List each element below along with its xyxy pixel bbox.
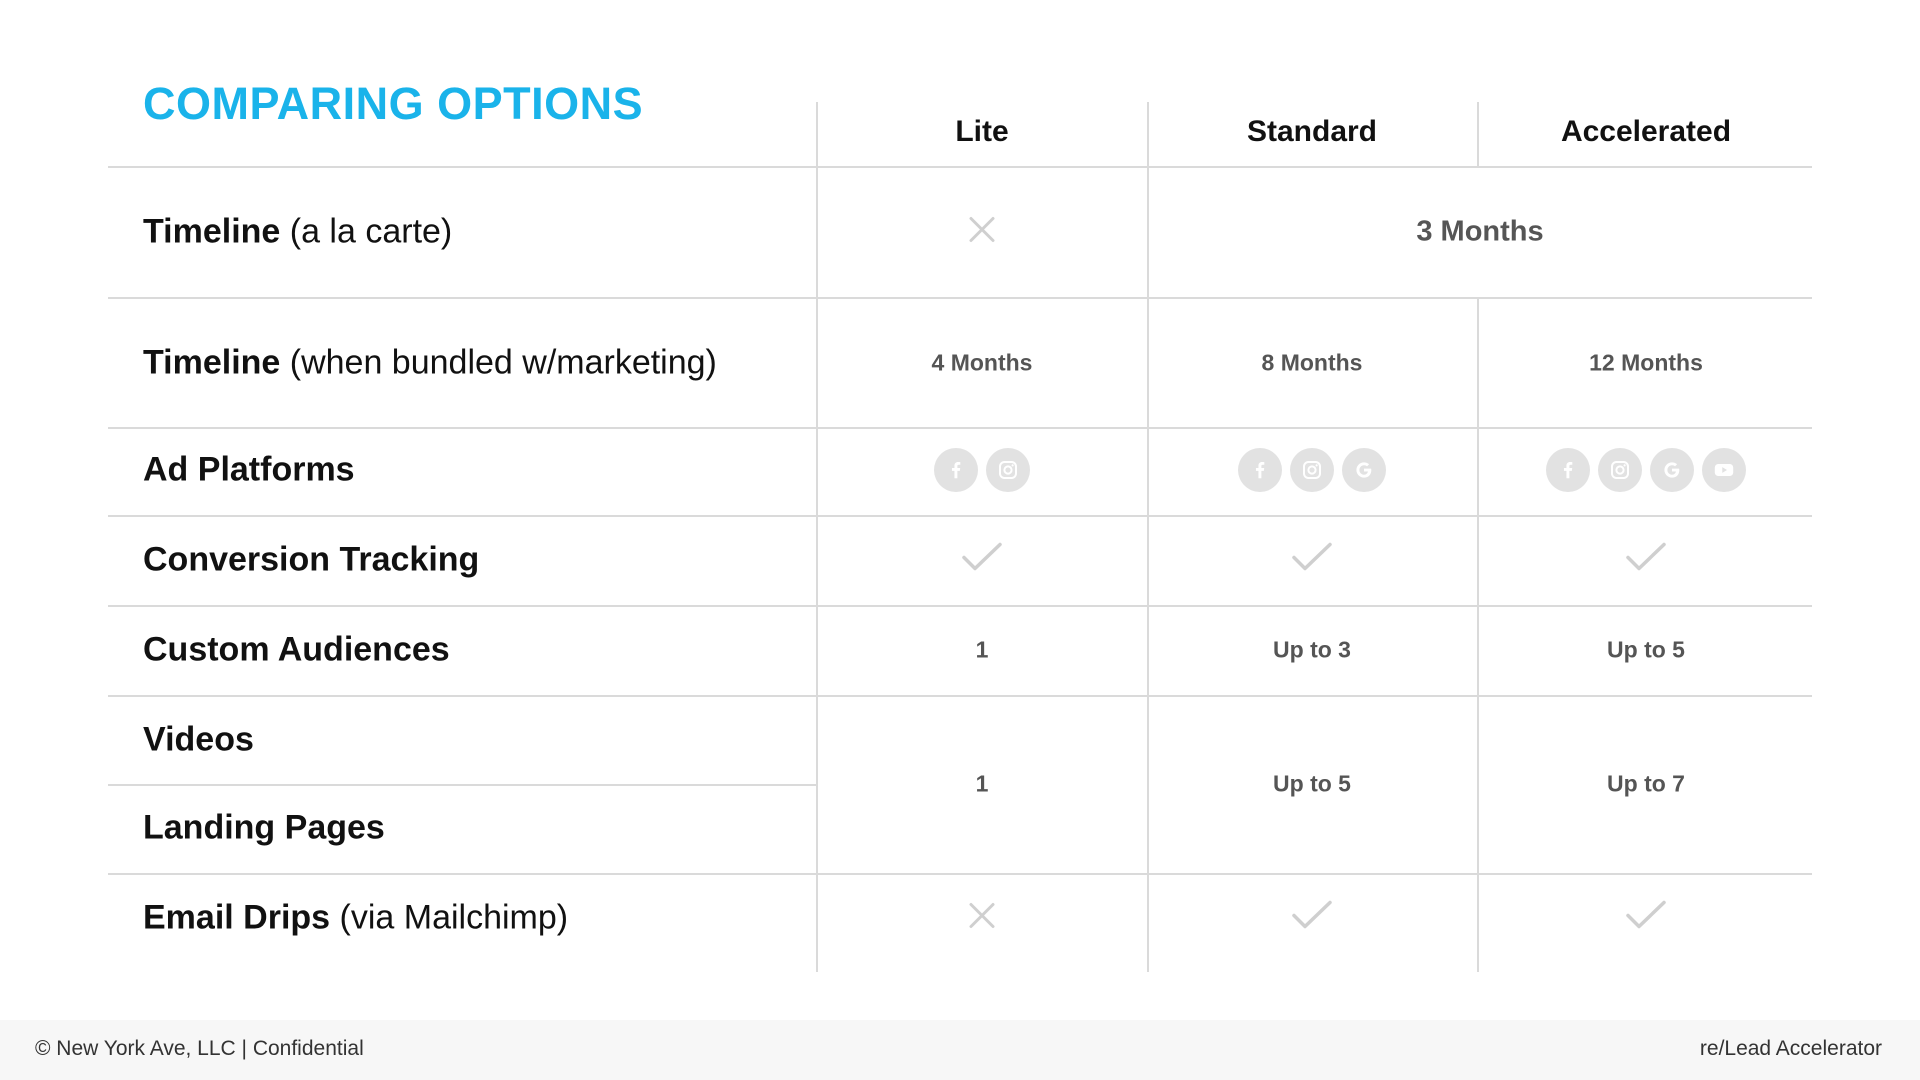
column-header-lite: Lite xyxy=(955,115,1009,148)
row-label-bold: Custom Audiences xyxy=(143,630,450,669)
cell-videos-landing-lite: 1 xyxy=(975,770,989,797)
row-label-bold: Email Drips xyxy=(143,898,331,937)
row-label-landing-pages xyxy=(143,809,385,848)
row-divider xyxy=(108,297,1812,299)
row-label-bold: Landing Pages xyxy=(143,808,385,847)
header-divider xyxy=(108,166,1812,168)
row-divider xyxy=(108,605,1812,607)
cell-custom-audiences-lite: 1 xyxy=(975,636,989,663)
column-header-standard: Standard xyxy=(1246,115,1378,148)
check-mark-icon xyxy=(1625,542,1667,579)
instagram-icon xyxy=(1598,448,1642,492)
row-label-ad-platforms xyxy=(143,451,355,490)
facebook-icon xyxy=(1238,448,1282,492)
cell-timeline-bundled-lite: 4 Months xyxy=(931,349,1033,376)
ad-platforms-standard xyxy=(1238,448,1386,492)
check-mark-icon xyxy=(1625,900,1667,937)
ad-platforms-lite xyxy=(934,448,1030,492)
row-label-custom-audiences xyxy=(143,631,450,670)
check-mark-icon xyxy=(1291,900,1333,937)
row-label-note: (via Mailchimp) xyxy=(330,898,569,937)
row-divider-labels xyxy=(108,784,818,786)
column-divider xyxy=(1477,102,1479,166)
row-label-timeline-alacarte xyxy=(143,213,452,252)
row-label-note: (when bundled w/marketing) xyxy=(280,343,717,382)
facebook-icon xyxy=(934,448,978,492)
cell-custom-audiences-standard: Up to 3 xyxy=(1273,636,1351,663)
footer-product-name: re/Lead Accelerator xyxy=(1699,1037,1882,1060)
row-label-videos xyxy=(143,721,254,760)
row-label-bold: Conversion Tracking xyxy=(143,540,480,579)
column-divider xyxy=(1147,102,1149,972)
cell-custom-audiences-accelerated: Up to 5 xyxy=(1607,636,1685,663)
facebook-icon xyxy=(1546,448,1590,492)
check-mark-icon xyxy=(1291,542,1333,579)
page-title: COMPARING OPTIONS xyxy=(143,78,644,129)
cell-timeline-bundled-standard: 8 Months xyxy=(1261,349,1363,376)
x-mark-icon xyxy=(967,215,997,250)
cell-videos-landing-standard: Up to 5 xyxy=(1273,770,1351,797)
row-label-bold: Ad Platforms xyxy=(143,450,355,489)
row-label-note: (a la carte) xyxy=(280,212,453,251)
row-divider xyxy=(108,695,1812,697)
instagram-icon xyxy=(986,448,1030,492)
cell-timeline-bundled-accelerated: 12 Months xyxy=(1589,349,1703,376)
instagram-icon xyxy=(1290,448,1334,492)
cell-timeline-standard-accelerated: 3 Months xyxy=(1416,215,1544,248)
row-label-bold: Timeline xyxy=(143,212,281,251)
column-header-accelerated: Accelerated xyxy=(1560,115,1732,148)
column-divider xyxy=(816,102,818,972)
row-label-bold: Timeline xyxy=(143,343,281,382)
row-label-timeline-bundled xyxy=(143,344,717,383)
row-divider xyxy=(108,427,1812,429)
ad-platforms-accelerated xyxy=(1546,448,1746,492)
row-divider xyxy=(108,873,1812,875)
youtube-icon xyxy=(1702,448,1746,492)
google-icon xyxy=(1650,448,1694,492)
column-divider xyxy=(1477,297,1479,972)
check-mark-icon xyxy=(961,542,1003,579)
row-label-conversion-tracking xyxy=(143,541,479,580)
google-icon xyxy=(1342,448,1386,492)
row-label-email-drips xyxy=(143,899,568,938)
row-divider xyxy=(108,515,1812,517)
cell-videos-landing-accelerated: Up to 7 xyxy=(1607,770,1685,797)
x-mark-icon xyxy=(967,901,997,936)
row-label-bold: Videos xyxy=(143,720,254,759)
footer-copyright: © New York Ave, LLC | Confidential xyxy=(35,1037,364,1060)
